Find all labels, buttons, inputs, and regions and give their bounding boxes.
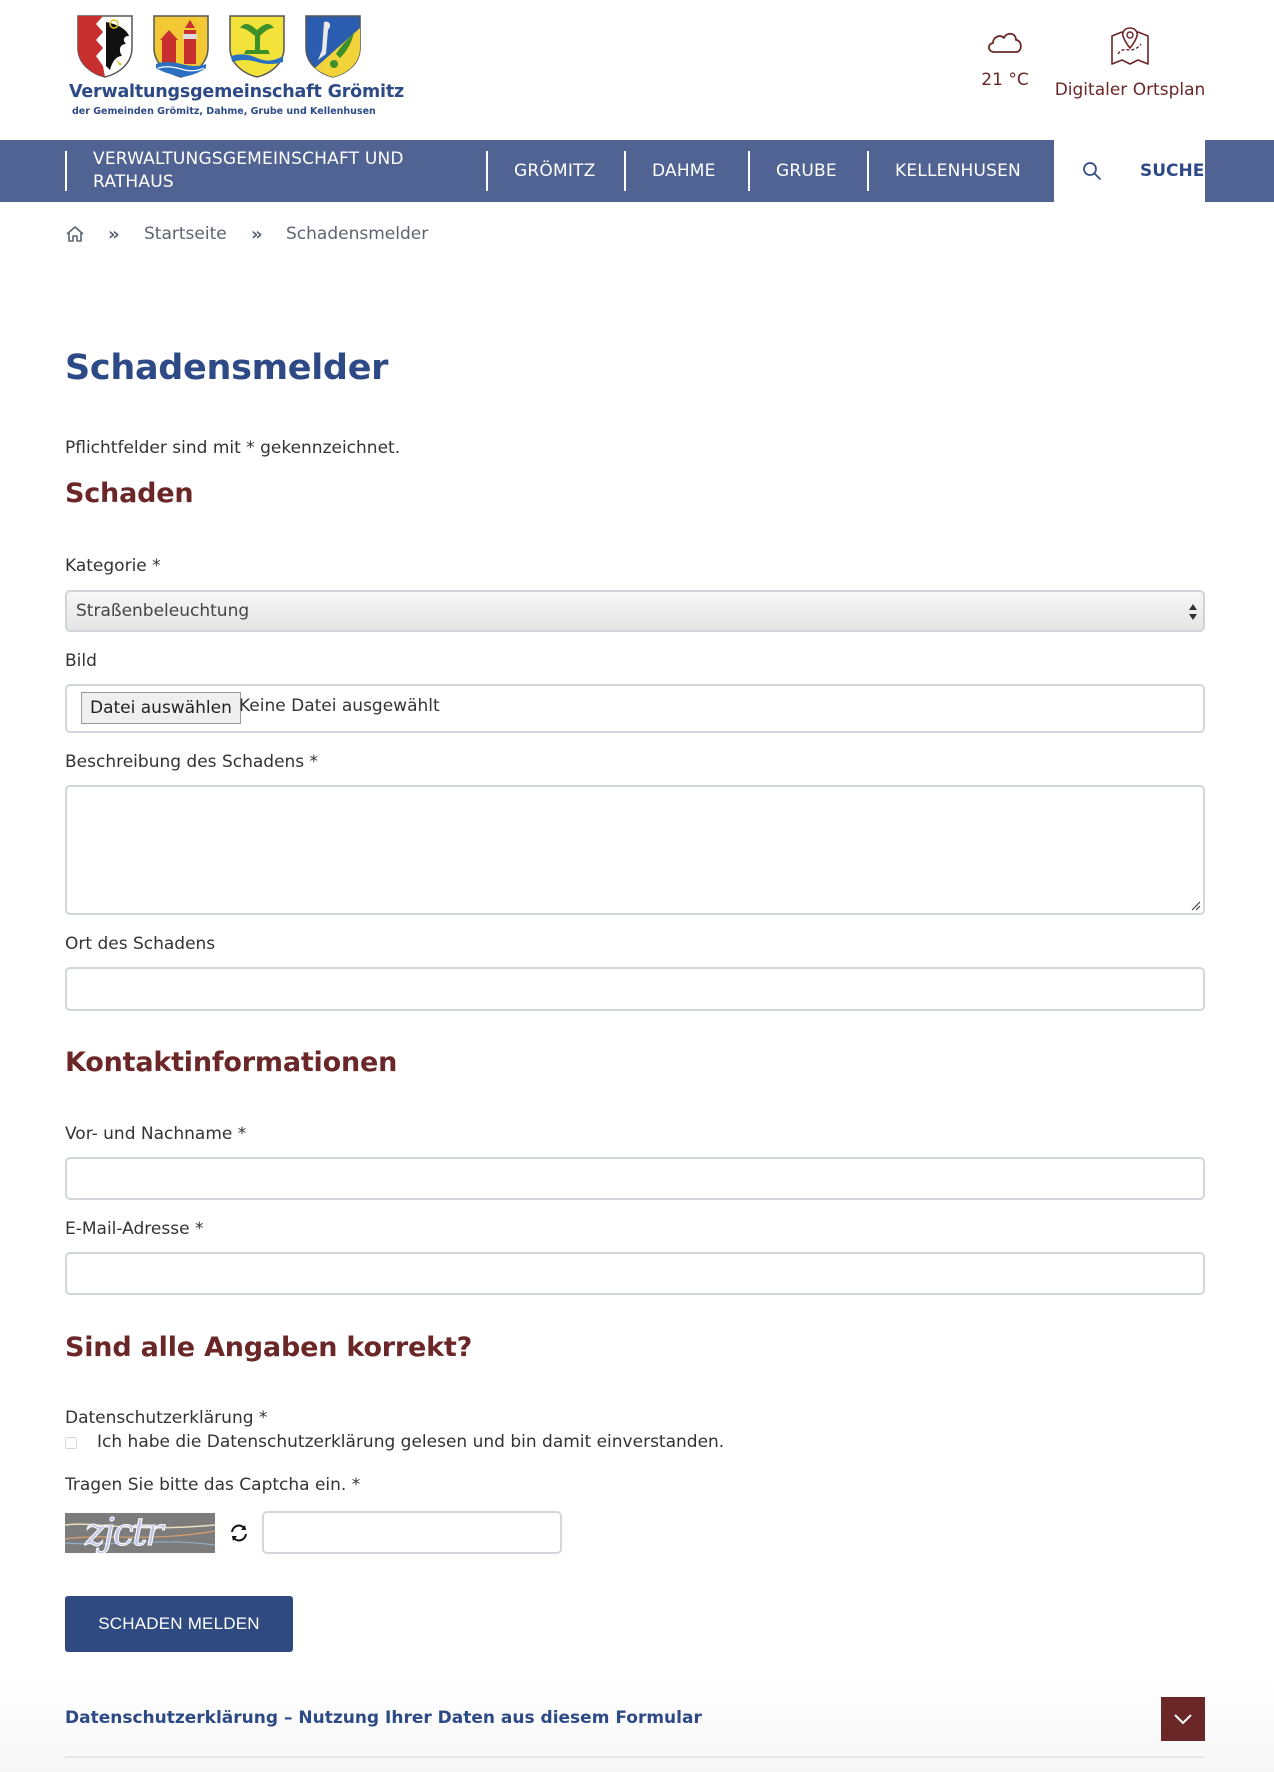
main-nav	[0, 140, 1274, 202]
category-selected-value: Straßenbeleuchtung	[76, 601, 250, 621]
groemitz-crest-icon	[76, 14, 134, 78]
nav-item-dahme[interactable]	[652, 140, 716, 202]
description-textarea[interactable]	[65, 785, 1205, 915]
org-subtitle: der Gemeinden Grömitz, Dahme, Grube und Kellenhusen	[72, 106, 376, 117]
nav-item-groemitz[interactable]	[514, 140, 595, 202]
required-fields-note: Pflichtfelder sind mit * gekennzeichnet.	[65, 438, 401, 458]
privacy-checkbox[interactable]	[65, 1437, 77, 1449]
file-status: Keine Datei ausgewählt	[239, 696, 440, 716]
map-link[interactable]	[1050, 24, 1210, 100]
breadcrumb-separator: »	[251, 223, 263, 245]
dahme-crest-icon	[152, 14, 210, 78]
captcha-image	[65, 1513, 215, 1553]
nav-item-label: GRUBE	[776, 161, 837, 181]
description-label: Beschreibung des Schadens *	[65, 752, 319, 772]
breadcrumb-separator: »	[108, 223, 120, 245]
map-link-label: Digitaler Ortsplan	[1054, 80, 1206, 100]
cloud-icon	[985, 28, 1025, 56]
section-heading-kontakt: Kontaktinformationen	[65, 1047, 398, 1078]
org-title[interactable]: Verwaltungsgemeinschaft Grömitz	[69, 82, 404, 102]
category-label: Kategorie *	[65, 556, 161, 576]
home-icon	[65, 224, 85, 244]
submit-button[interactable]: SCHADEN MELDEN	[65, 1596, 293, 1652]
search-label: SUCHE	[1140, 161, 1205, 181]
location-label: Ort des Schadens	[65, 934, 216, 954]
nav-item-label: GRÖMITZ	[514, 161, 596, 181]
image-label: Bild	[65, 651, 97, 671]
captcha-text: zjctr	[85, 1513, 162, 1553]
section-heading-confirm: Sind alle Angaben korrekt?	[65, 1332, 473, 1363]
name-input[interactable]	[65, 1157, 1205, 1200]
location-input[interactable]	[65, 967, 1205, 1011]
breadcrumb-item-current: Schadensmelder	[286, 224, 429, 244]
search-button[interactable]	[1054, 140, 1205, 202]
nav-item-label: DAHME	[652, 161, 716, 181]
nav-item-label: KELLENHUSEN	[895, 161, 1021, 181]
weather-widget[interactable]	[975, 28, 1035, 90]
select-arrows-icon	[1189, 603, 1197, 621]
nav-item-label: VERWALTUNGSGEMEINSCHAFT UND	[93, 149, 404, 169]
image-file-field	[65, 684, 1205, 733]
email-input[interactable]	[65, 1252, 1205, 1295]
captcha-input[interactable]	[262, 1511, 562, 1554]
search-icon	[1082, 161, 1102, 181]
page-title: Schadensmelder	[65, 348, 389, 388]
nav-item-kellenhusen[interactable]	[895, 140, 1021, 202]
breadcrumb-item-startseite[interactable]: Startseite	[144, 224, 227, 244]
email-label: E-Mail-Adresse *	[65, 1219, 204, 1239]
resize-handle-icon[interactable]	[1189, 899, 1201, 911]
accordion-toggle-button[interactable]	[1161, 1697, 1205, 1741]
name-label: Vor- und Nachname *	[65, 1124, 247, 1144]
nav-item-grube[interactable]	[776, 140, 837, 202]
refresh-captcha-icon[interactable]	[228, 1522, 250, 1544]
breadcrumb-home[interactable]	[65, 222, 85, 246]
chevron-down-icon	[1173, 1713, 1193, 1725]
privacy-checkbox-text[interactable]: Ich habe die Datenschutzerklärung gelesen und bin damit einverstanden.	[97, 1432, 725, 1452]
nav-divider	[624, 151, 626, 191]
nav-item-verwaltung[interactable]	[93, 140, 404, 202]
nav-divider	[65, 151, 67, 191]
accordion-title[interactable]: Datenschutzerklärung – Nutzung Ihrer Daten aus diesem Formular	[65, 1708, 702, 1728]
category-select[interactable]	[65, 590, 1205, 632]
privacy-label: Datenschutzerklärung *	[65, 1408, 268, 1428]
section-heading-schaden: Schaden	[65, 478, 194, 509]
crest-logos[interactable]	[76, 14, 362, 78]
nav-item-label: RATHAUS	[93, 172, 174, 192]
captcha-label: Tragen Sie bitte das Captcha ein. *	[65, 1475, 361, 1495]
nav-divider	[486, 151, 488, 191]
nav-divider	[867, 151, 869, 191]
choose-file-button[interactable]: Datei auswählen	[81, 692, 241, 724]
nav-divider	[748, 151, 750, 191]
map-pin-icon	[1108, 24, 1152, 68]
kellenhusen-crest-icon	[304, 14, 362, 78]
grube-crest-icon	[228, 14, 286, 78]
accordion-divider	[65, 1756, 1205, 1758]
temperature: 21 °C	[981, 70, 1029, 90]
